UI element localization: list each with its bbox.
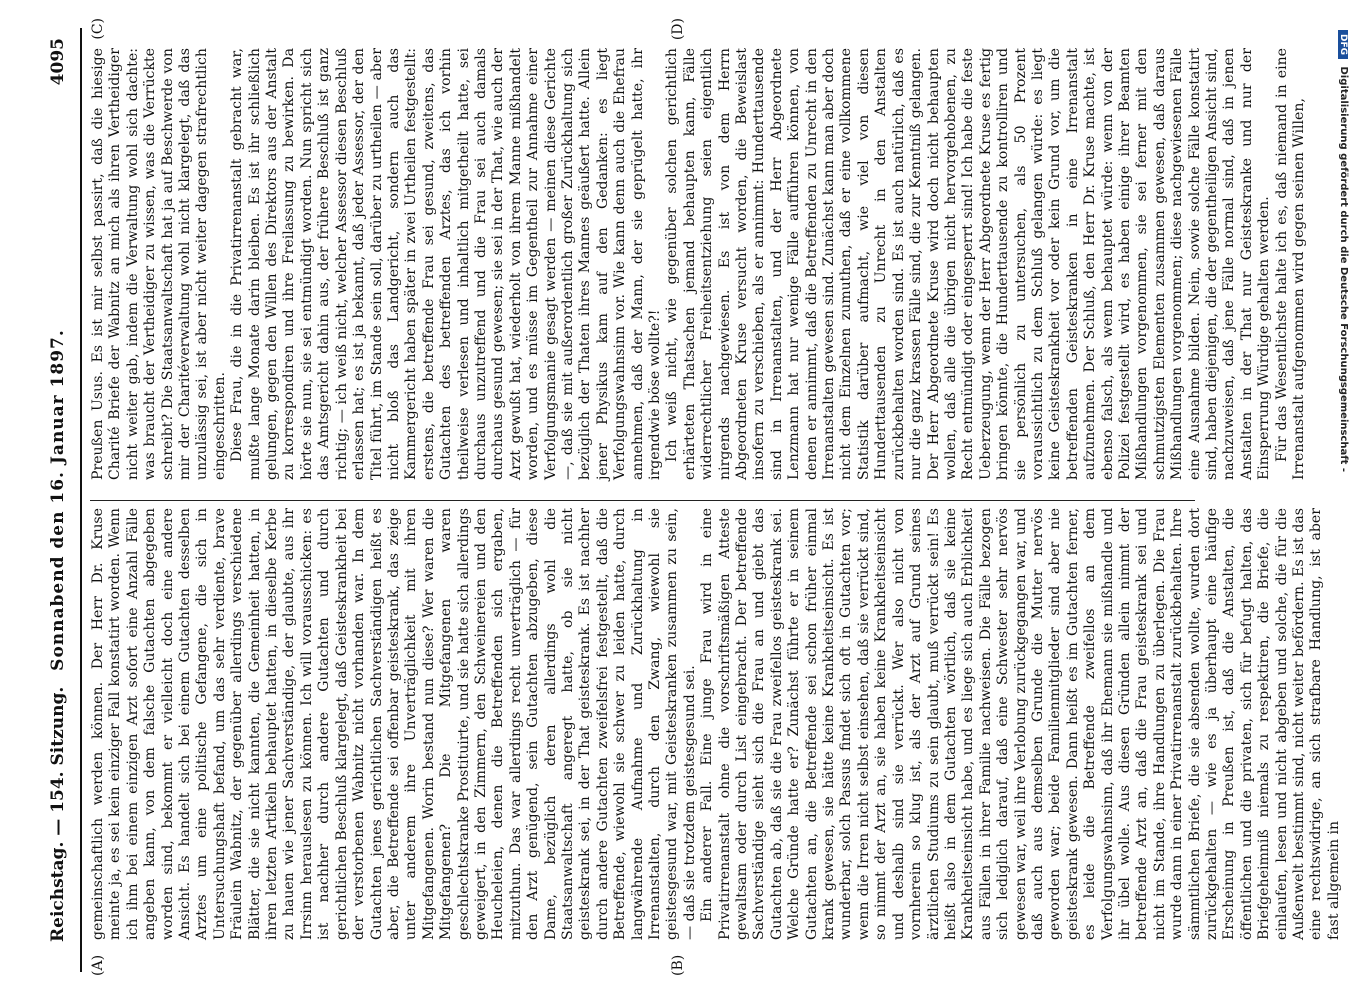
column-divider: [90, 500, 1195, 501]
header-center: Sonnabend den 16. Januar 1897.: [48, 329, 68, 671]
dfg-logo: DFG: [1338, 30, 1348, 59]
paragraph: Preußen Usus. Es ist mir selbst passirt, daß die hiesige Charité Briefe der Wabnitz an mich als ihren Vertheidiger nicht weiter gab, indem die Verwaltung wohl sich dachte: was braucht der Vertheidiger zu wissen, was die Verrückte schreibt? Die Staatsanwaltschaft hat ja auf Beschwerde von mir der Charitéverwaltung wohl nicht klargelegt, daß das unzulässig sei, ist aber nicht weiter dagegen strafrechtlich eingeschritten.: [90, 48, 228, 480]
rotated-document-page: [30, 10, 1342, 990]
page-number: 4095: [48, 38, 68, 86]
margin-marker-c: (C): [90, 18, 106, 40]
page-header: [44, 28, 74, 972]
margin-marker-b: (B): [670, 954, 686, 976]
right-column: [90, 48, 1308, 480]
paragraph: Für das Wesentlichste halte ich es, daß niemand in eine Irrenanstalt aufgenommen wird gegen seinen Willen,: [1273, 48, 1308, 480]
digitization-credit: [1335, 30, 1349, 910]
margin-marker-a: (A): [90, 954, 106, 976]
header-rule: [80, 28, 82, 972]
paragraph: Ich weiß nicht, wie gegenüber solchen gerichtlich erhärteten Thatsachen jemand behaupten kann, Fälle widerrechtlicher Freiheitsentziehung seien eigentlich nirgends nachgewiesen. Es ist von dem Herrn Abgeordneten Kruse versucht worden, die Beweislast insofern zu verschieben, als er annimmt: Hunderttausende sind in Irrenanstalten, und der Herr Abgeordnete Lenzmann hat nur wenige Fälle aufführen können, von denen er annimmt, daß die Betreffenden zu Unrecht in den Irrenanstalten gewesen sind. Zunächst kann man aber doch nicht dem Einzelnen zumuthen, daß er eine vollkommene Statistik darüber aufmacht, wie viel von diesen Hunderttausenden zu Unrecht in den Anstalten zurückbehalten worden sind. Es ist auch natürlich, daß es nur die ganz krassen Fälle sind, die zur Kenntniß gelangen. Der Herr Abgeordnete Kruse wird doch nicht behaupten wollen, daß alle die übrigen nicht hervorgehobenen, zu Recht entmündigt oder eingesperrt sind! Ich habe die feste Ueberzeugung, wenn der Herr Abgeordnete Kruse es fertig bringen könnte, die Hunderttausende zu kontrolliren und sie persönlich zu untersuchen, als 50 Prozent voraussichtlich zu dem Schluß gelangen würde: es liegt keine Geisteskrankheit vor oder kein Grund vor, um die betreffenden Geisteskranken in eine Irrenanstalt aufzunehmen. Der Schluß, den Herr Dr. Kruse machte, ist ebenso falsch, als wenn behauptet würde: wenn von der Polizei festgestellt wird, es haben einige ihrer Beamten Mißhandlungen vorgenommen, sie sei ferner mit den schmutzigsten Elementen zusammen gewesen, daß daraus Mißhandlungen vorgenommen; diese nachgewiesenen Fälle eine Ausnahme bilden. Nein, sowie solche Fälle konstatirt sind, haben diejenigen, die der gegentheiligen Ansicht sind, nachzuweisen, daß jene Fälle normal sind, daß in jenen Anstalten in der That nur Geisteskranke und nur der Einsperrung Würdige gehalten werden.: [664, 48, 1273, 480]
paragraph: Ein anderer Fall. Eine junge Frau wird in eine Privatirrenanstalt ohne die vorschriftsmäßigen Atteste gewaltsam oder durch List eingebracht. Der betreffende Sachverständige sieht sich die Frau an und giebt das Gutachten ab, daß sie die Frau zweifellos geisteskrank sei. Welche Gründe hatte er? Zunächst führte er in seinem Gutachten an, die Betreffende sei schon früher einmal krank gewesen, sie hätte keine Krankheitseinsicht. Es ist wunderbar, solch Passus findet sich oft in Gutachten vor; wenn die Irren nicht selbst einsehen, daß sie verrückt sind, so nimmt der Arzt an, sie haben keine Krankheitseinsicht und deshalb sind sie verrückt. Wer also nicht von vornherein so klug ist, als der Arzt auf Grund seines ärztlichen Studiums zu sein glaubt, muß verrückt sein! Es heißt also in dem Gutachten wörtlich, daß sie keine Krankheitseinsicht habe, und es liege sich auch Erblichkeit aus Fällen in ihrer Familie nachweisen. Die Fälle bezogen sich lediglich darauf, daß eine Schwester sehr nervös gewesen war, weil ihre Verlobung zurückgegangen war, und daß auch aus demselben Grunde die Mutter nervös geworden war; beide Familienmitglieder sind aber nie geisteskrank gewesen. Dann heißt es im Gutachten ferner, es leide die Betreffende zweifellos an dem Verfolgungswahnsinn, daß ihr Ehemann sie mißhandle und ihr übel wolle. Aus diesen Gründen allein nimmt der betreffende Arzt an, daß die Frau geisteskrank sei und nicht im Stande, ihre Handlungen zu überlegen. Die Frau wurde dann in einer Privatirrenanstalt zurückbehalten. Ihre sämmtlichen Briefe, die sie absenden wollte, wurden dort zurückgehalten — wie es ja überhaupt eine häufige Erscheinung in Preußen ist, daß die Anstalten, die öffentlichen und die privaten, sich für befugt halten, das Briefgeheimniß niemals zu respektiren, die Briefe, die einlaufen, lesen und nicht abgeben und solche, die für die Außenwelt bestimmt sind, nicht weiter befördern. Es ist das eine rechtswidrige, an sich strafbare Handlung, ist aber fast allgemein in: [699, 508, 1342, 940]
margin-marker-d: (D): [670, 18, 686, 41]
credit-text: Digitalisierung gefördert durch die Deutsche Forschungsgemeinschaft -: [1338, 66, 1349, 473]
paragraph: Diese Frau, die in die Privatirrenanstalt gebracht war, mußte lange Monate darin bleiben. Es ist ihr schließlich gelungen, gegen den Willen des Direktors aus der Anstalt zu korrespondiren und ihre Freilassung zu bewirken. Da hörte sie nun, sie sei entmündigt worden. Nun spricht sich das Amtsgericht dahin aus, der frühere Beschluß ist ganz richtig; — ich weiß nicht, welcher Assessor diesen Beschluß erlassen hat; es ist ja bekannt, daß jeder Assessor, der den Titel führt, im Stande sein soll, darüber zu urtheilen — aber nicht bloß das Landgericht, sondern auch das Kammergericht haben später in zwei Urtheilen festgestellt: erstens, die betreffende Frau sei gesund, zweitens, das Gutachten des betreffenden Arztes, das ich vorhin theilweise verlesen und inhaltlich mitgetheilt hatte, sei durchaus unzutreffend und die Frau sei auch damals durchaus gesund gewesen; sie sei in der That, wie auch der Arzt gewußt hat, wiederholt von ihrem Manne mißhandelt worden, und es müsse im Gegentheil zur Annahme einer Verfolgungsmanie gesagt werden — meinen diese Gerichte —, daß sie mit außerordentlich großer Zurückhaltung sich bezüglich der Thaten ihres Mannes geäußert hatte. Allein jener Physikus kam auf den Gedanken: es liegt Verfolgungswahnsinn vor. Wie kann denn auch die Ehefrau annehmen, daß der Mann, der sie geprügelt hatte, ihr irgendwie böse wollte?!: [229, 48, 663, 480]
left-column: [90, 508, 1343, 940]
header-left: Reichstag. — 154. Sitzung.: [48, 686, 68, 942]
paragraph: gemeinschaftlich werden können. Der Herr Dr. Kruse meinte ja, es sei kein einziger Fall konstatirt worden. Wenn ich ihm bei einem einzigen Arzt sofort eine Anzahl Fälle angeben kann, von dem falsche Gutachten abgegeben worden sind, bekommt er vielleicht doch eine andere Ansicht. Es handelt sich bei einem Gutachten desselben Arztes um eine politische Gefangene, die sich in Untersuchungshaft befand, um das sehr verdiente, brave Fräulein Wabnitz, der gegenüber allerdings verschiedene Blätter, die sie nicht kannten, die Gemeinheit hatten, in ihren letzten Artikeln behauptet hatten, in dieselbe Kerbe zu hauen wie jener Sachverständige, der glaubte, aus ihr Irrsinn herauslesen zu können. Ich will vorausschicken: es ist nachher durch andere Gutachten und durch gerichtlichen Beschluß klargelegt, daß Geisteskrankheit bei der verstorbenen Wabnitz nicht vorhanden war. In dem Gutachten jenes gerichtlichen Sachverständigen heißt es aber, die Betreffende sei offenbar geisteskrank, das zeige unter anderem ihre Unverträglichkeit mit ihren Mitgefangenen. Worin bestand nun diese? Wer waren die Mitgefangenen? Die Mitgefangenen waren geschlechtskranke Prostituirte, und sie hatte sich allerdings geweigert, in den Zimmern, den Schweinereien und den Heucheleien, denen die Betreffenden sich ergaben, mitzuthun. Das war allerdings recht unverträglich — für den Arzt genügend, sein Gutachten abzugeben, diese Dame, bezüglich deren allerdings wohl die Staatsanwaltschaft angeregt hatte, ob sie nicht geisteskrank sei, in der That geisteskrank. Es ist nachher durch andere Gutachten zweifelsfrei festgestellt, daß die Betreffende, wiewohl sie schwer zu leiden hatte, durch langwährende Aufnahme und Zurückhaltung in Irrenanstalten, durch den Zwang, wiewohl sie geistesgesund war, mit Geisteskranken zusammen zu sein, — daß sie trotzdem geistesgesund sei.: [90, 508, 698, 940]
